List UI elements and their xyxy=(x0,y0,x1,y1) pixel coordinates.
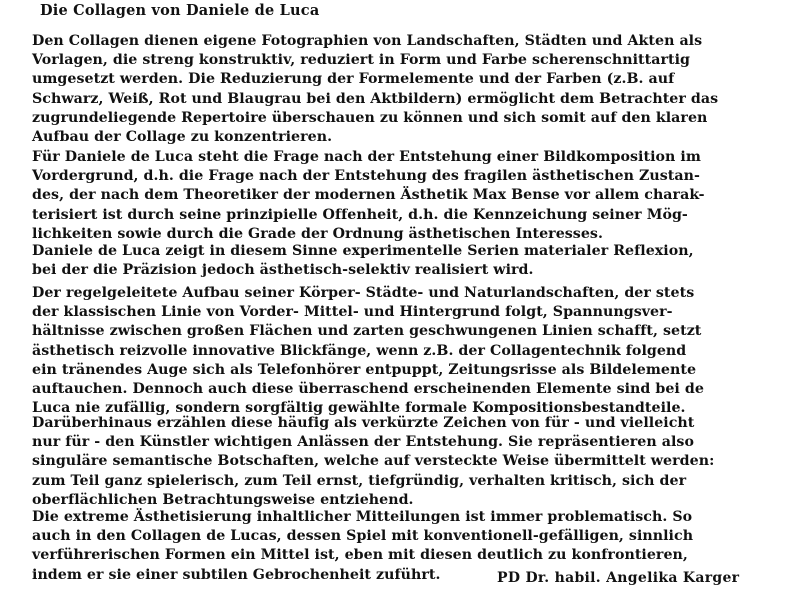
text-line: Vorlagen, die streng konstruktiv, reduziert in Form und Farbe scherenschnittartig xyxy=(32,52,690,69)
text-line: hältnisse zwischen großen Flächen und zarten geschwungenen Linien schafft, setzt xyxy=(32,323,702,340)
text-line: terisiert ist durch seine prinzipielle Offenheit, d.h. die Kennzeichung seiner Mög- xyxy=(32,206,688,223)
text-line: auftauchen. Dennoch auch diese überraschend erscheinenden Elemente sind bei de xyxy=(32,380,704,397)
text-line: Daniele de Luca zeigt in diesem Sinne experimentelle Serien materialer Reflexion, xyxy=(32,243,694,259)
text-line: Der regelgeleitete Aufbau seiner Körper- Städte- und Naturlandschaften, der stets xyxy=(32,285,695,301)
text-line: umgesetzt werden. Die Reduzierung der Formelemente und der Farben (z.B. auf xyxy=(32,71,675,88)
text-line: lichkeiten sowie durch die Grade der Ordnung ästhetischen Interesses. xyxy=(32,225,603,242)
text-line: ein tränendes Auge sich als Telefonhörer entpuppt, Zeitungsrisse als Bildelemente xyxy=(32,361,697,378)
text-line: singuläre semantische Botschaften, welche auf versteckte Weise übermittelt werden: xyxy=(32,453,715,470)
paragraph-1 xyxy=(32,32,772,147)
text-line: Aufbau der Collage zu konzentrieren. xyxy=(32,128,333,145)
paragraph-4 xyxy=(32,284,772,418)
text-line: nur für - den Künstler wichtigen Anlässen der Entstehung. Sie repräsentieren also xyxy=(32,434,694,451)
text-line: ästhetisch reizvolle innovative Blickfänge, wenn z.B. der Collagentechnik folgend xyxy=(32,342,687,359)
paragraph-5 xyxy=(32,414,772,510)
text-line: Darüberhinaus erzählen diese häufig als verkürzte Zeichen von für - und vielleicht xyxy=(32,415,695,431)
paragraph-2 xyxy=(32,148,772,244)
text-line: Luca nie zufällig, sondern sorgfältig gewählte formale Kompositionsbestandteile. xyxy=(32,400,686,417)
text-line: Vordergrund, d.h. die Frage nach der Entstehung des fragilen ästhetischen Zustan- xyxy=(32,168,700,185)
author-signature: PD Dr. habil. Angelika Karger xyxy=(497,570,740,586)
text-line: Den Collagen dienen eigene Fotographien von Landschaften, Städten und Akten als xyxy=(32,33,703,49)
text-line: der klassischen Linie von Vorder- Mittel- und Hintergrund folgt, Spannungsver- xyxy=(32,304,673,321)
text-line: des, der nach dem Theoretiker der modernen Ästhetik Max Bense vor allem charak- xyxy=(32,187,705,204)
text-line: Schwarz, Weiß, Rot und Blaugrau bei den Aktbildern) ermöglicht dem Betrachter das xyxy=(32,90,719,107)
text-line: bei der die Präzision jedoch ästhetisch-selektiv realisiert wird. xyxy=(32,262,534,279)
text-line: zugrundeliegende Repertoire überschauen zu können und sich somit auf den klaren xyxy=(32,109,708,126)
document-title: Die Collagen von Daniele de Luca xyxy=(40,2,320,19)
text-line: Für Daniele de Luca steht die Frage nach der Entstehung einer Bildkomposition im xyxy=(32,149,701,165)
text-line: auch in den Collagen de Lucas, dessen Spiel mit konventionell-gefälligen, sinnlich xyxy=(32,528,694,545)
text-line: oberflächlichen Betrachtungsweise entziehend. xyxy=(32,491,414,508)
text-line: zum Teil ganz spielerisch, zum Teil ernst, tiefgründig, verhalten kritisch, sich der xyxy=(32,472,687,489)
paragraph-3 xyxy=(32,242,772,280)
text-line: indem er sie einer subtilen Gebrochenheit zuführt. xyxy=(32,566,441,583)
text-line: Die extreme Ästhetisierung inhaltlicher Mitteilungen ist immer problematisch. So xyxy=(32,509,693,525)
text-line: verführerischen Formen ein Mittel ist, eben mit diesen deutlich zu konfrontieren, xyxy=(32,547,688,564)
